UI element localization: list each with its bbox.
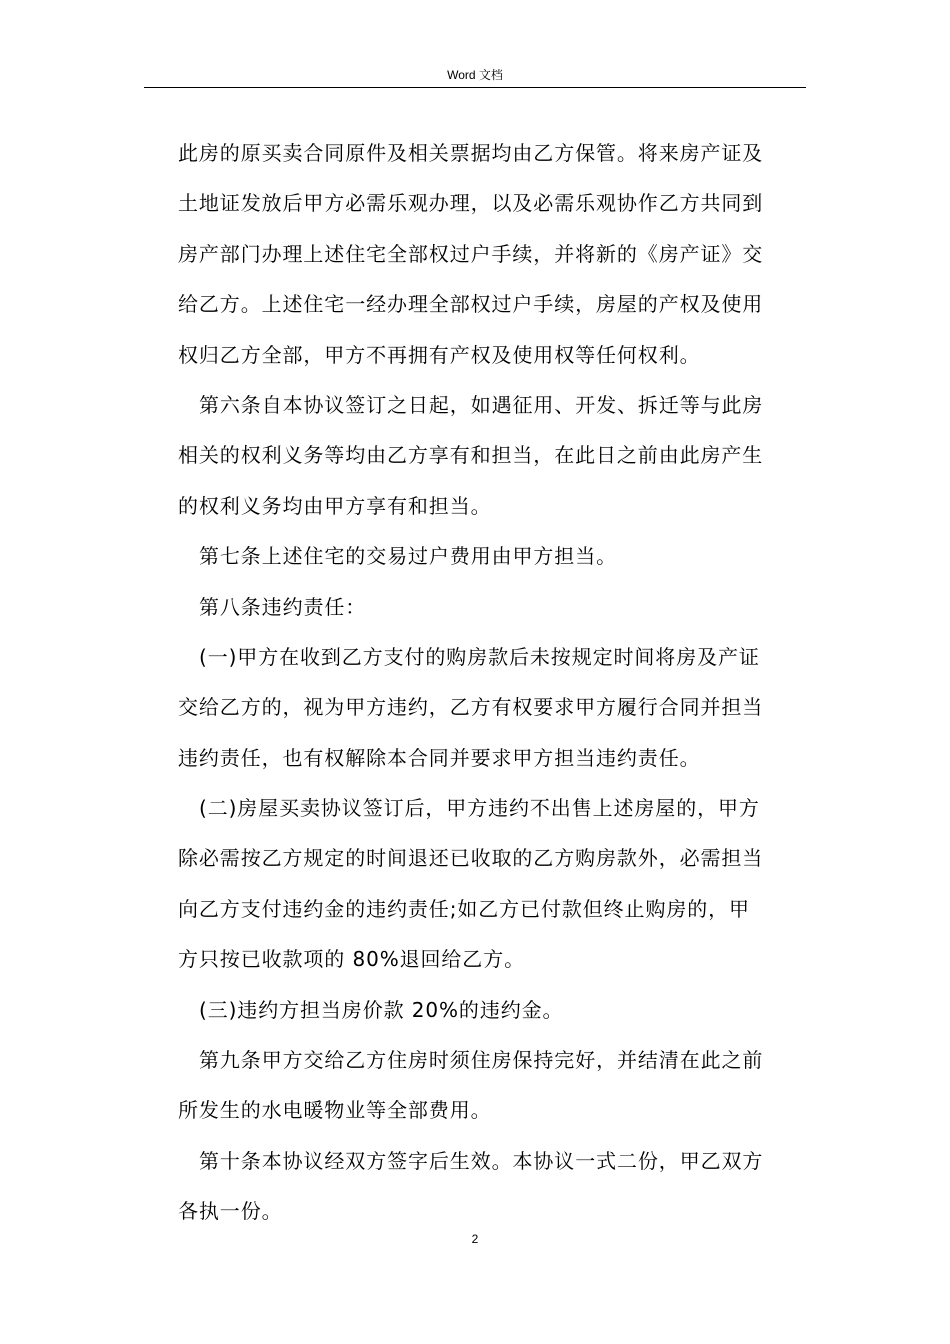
text-line: 相关的权利义务等均由乙方享有和担当，在此日之前由此房产生 [178, 443, 764, 468]
text-line: 第九条甲方交给乙方住房时须住房保持完好，并结清在此之前 [199, 1048, 764, 1073]
paragraph-property-documents [178, 128, 804, 380]
text-line: 此房的原买卖合同原件及相关票据均由乙方保管。将来房产证及 [178, 141, 764, 165]
paragraph-article-9 [178, 1035, 804, 1136]
text-line: 所发生的水电暖物业等全部费用。 [178, 1098, 492, 1123]
text-line: 房产部门办理上述住宅全部权过户手续，并将新的《房产证》交 [178, 241, 764, 266]
text-line: 第七条上述住宅的交易过户费用由甲方担当。 [199, 544, 617, 569]
text-line: 违约责任，也有权解除本合同并要求甲方担当违约责任。 [178, 745, 701, 770]
paragraph-clause-2 [178, 783, 804, 985]
text-line: 方只按已收款项的 80%退回给乙方。 [178, 947, 526, 972]
text-line: 权归乙方全部，甲方不再拥有产权及使用权等任何权利。 [178, 342, 701, 367]
paragraph-article-8 [178, 582, 804, 632]
text-line: (三)违约方担当房价款 20%的违约金。 [199, 997, 564, 1022]
text-line: 第六条自本协议签订之日起，如遇征用、开发、拆迁等与此房 [199, 392, 764, 417]
text-line: 交给乙方的，视为甲方违约，乙方有权要求甲方履行合同并担当 [178, 695, 764, 720]
text-line: 土地证发放后甲方必需乐观办理，以及必需乐观协作乙方共同到 [178, 191, 764, 216]
text-line: 给乙方。上述住宅一经办理全部权过户手续，房屋的产权及使用 [178, 292, 764, 317]
page-header: Word 文档 [447, 68, 503, 82]
document-body [178, 128, 804, 1237]
text-line: 各执一份。 [178, 1199, 283, 1224]
text-line: (二)房屋买卖协议签订后，甲方违约不出售上述房屋的，甲方 [199, 796, 760, 821]
paragraph-article-6 [178, 380, 804, 531]
paragraph-clause-3 [178, 985, 804, 1035]
text-line: 除必需按乙方规定的时间退还已收取的乙方购房款外，必需担当 [178, 846, 764, 871]
paragraph-article-10 [178, 1136, 804, 1237]
text-line: 第十条本协议经双方签字后生效。本协议一式二份，甲乙双方 [199, 1148, 764, 1173]
paragraph-article-7 [178, 531, 804, 581]
text-line: 向乙方支付违约金的违约责任;如乙方已付款但终止购房的，甲 [178, 896, 750, 921]
page-number: 2 [471, 1232, 479, 1246]
text-line: 第八条违约责任： [199, 594, 367, 619]
paragraph-clause-1 [178, 632, 804, 783]
header-divider [144, 87, 806, 88]
text-line: 的权利义务均由甲方享有和担当。 [178, 493, 492, 518]
text-line: (一)甲方在收到乙方支付的购房款后未按规定时间将房及产证 [199, 644, 760, 669]
